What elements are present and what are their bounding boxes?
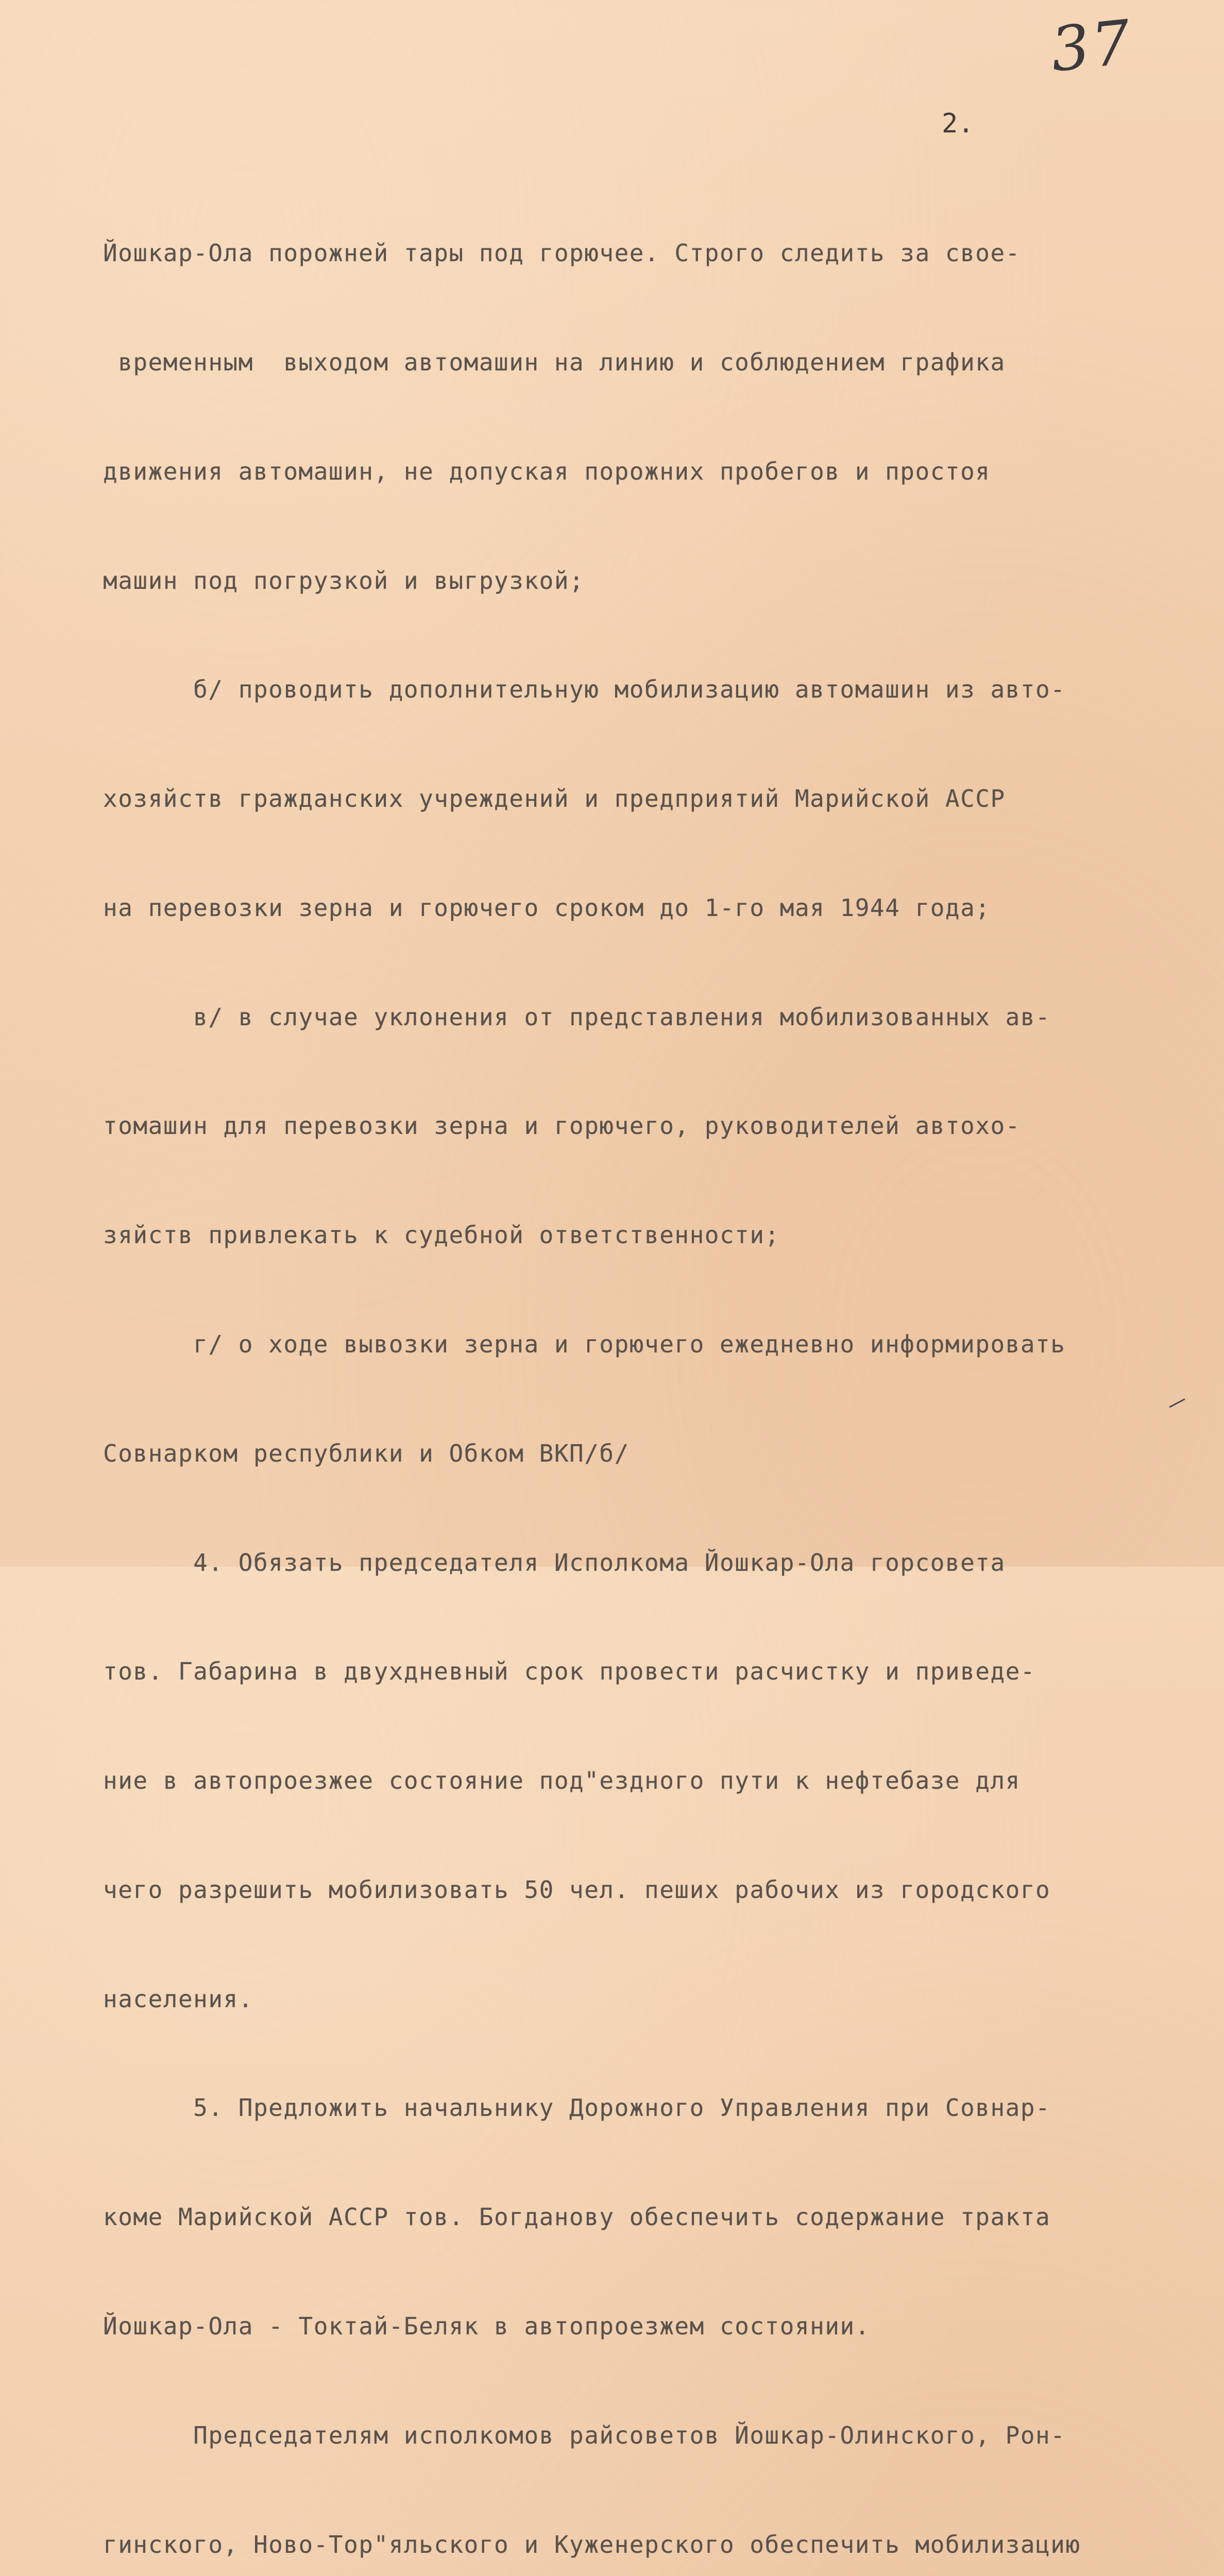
text-line: зяйств привлекать к судебной ответственности; [103, 1221, 780, 1249]
text-line: Совнарком республики и Обком ВКП/б/ [103, 1439, 630, 1467]
text-line: машин под погрузкой и выгрузкой; [103, 566, 585, 595]
text-line: г/ о ходе вывозки зерна и горючего ежедневно информировать [103, 1330, 1066, 1358]
text-line: населения. [103, 1985, 253, 2013]
text-line: в/ в случае уклонения от представления мобилизованных ав- [103, 1003, 1051, 1031]
text-line: движения автомашин, не допуская порожних пробегов и простоя [103, 457, 991, 485]
archive-sheet-number: 37 [1047, 6, 1136, 86]
text-line: томашин для перевозки зерна и горючего, руководителей автохо- [103, 1112, 1021, 1140]
text-line: временным выходом автомашин на линию и соблюдением графика [103, 348, 1006, 376]
text-line: Председателям исполкомов райсоветов Йошкар-Олинского, Рон- [103, 2421, 1066, 2449]
text-line: на перевозки зерна и горючего сроком до 1-го мая 1944 года; [103, 893, 991, 922]
text-line: гинского, Ново-Тор"яльского и Куженерского обеспечить мобилизацию [103, 2530, 1081, 2558]
page-number: 2. [942, 108, 974, 139]
text-line: чего разрешить мобилизовать 50 чел. пеших рабочих из городского [103, 1875, 1051, 1904]
text-line: Йошкар-Ола - Токтай-Беляк в автопроезжем состоянии. [103, 2312, 870, 2341]
text-line: тов. Габарина в двухдневный срок провести расчистку и приведе- [103, 1657, 1036, 1686]
text-line: Йошкар-Ола порожней тары под горючее. Строго следить за свое- [103, 239, 1021, 267]
document-body [103, 162, 1205, 2576]
text-line: б/ проводить дополнительную мобилизацию автомашин из авто- [103, 675, 1066, 704]
text-line: коме Марийской АССР тов. Богданову обеспечить содержание тракта [103, 2203, 1051, 2231]
text-line: 5. Предложить начальнику Дорожного Управления при Совнар- [103, 2094, 1051, 2122]
text-line: ние в автопроезжее состояние под"ездного пути к нефтебазе для [103, 1767, 1021, 1795]
text-line: хозяйств гражданских учреждений и предприятий Марийской АССР [103, 785, 1006, 813]
text-line: 4. Обязать председателя Исполкома Йошкар-Ола горсовета [103, 1548, 1006, 1577]
